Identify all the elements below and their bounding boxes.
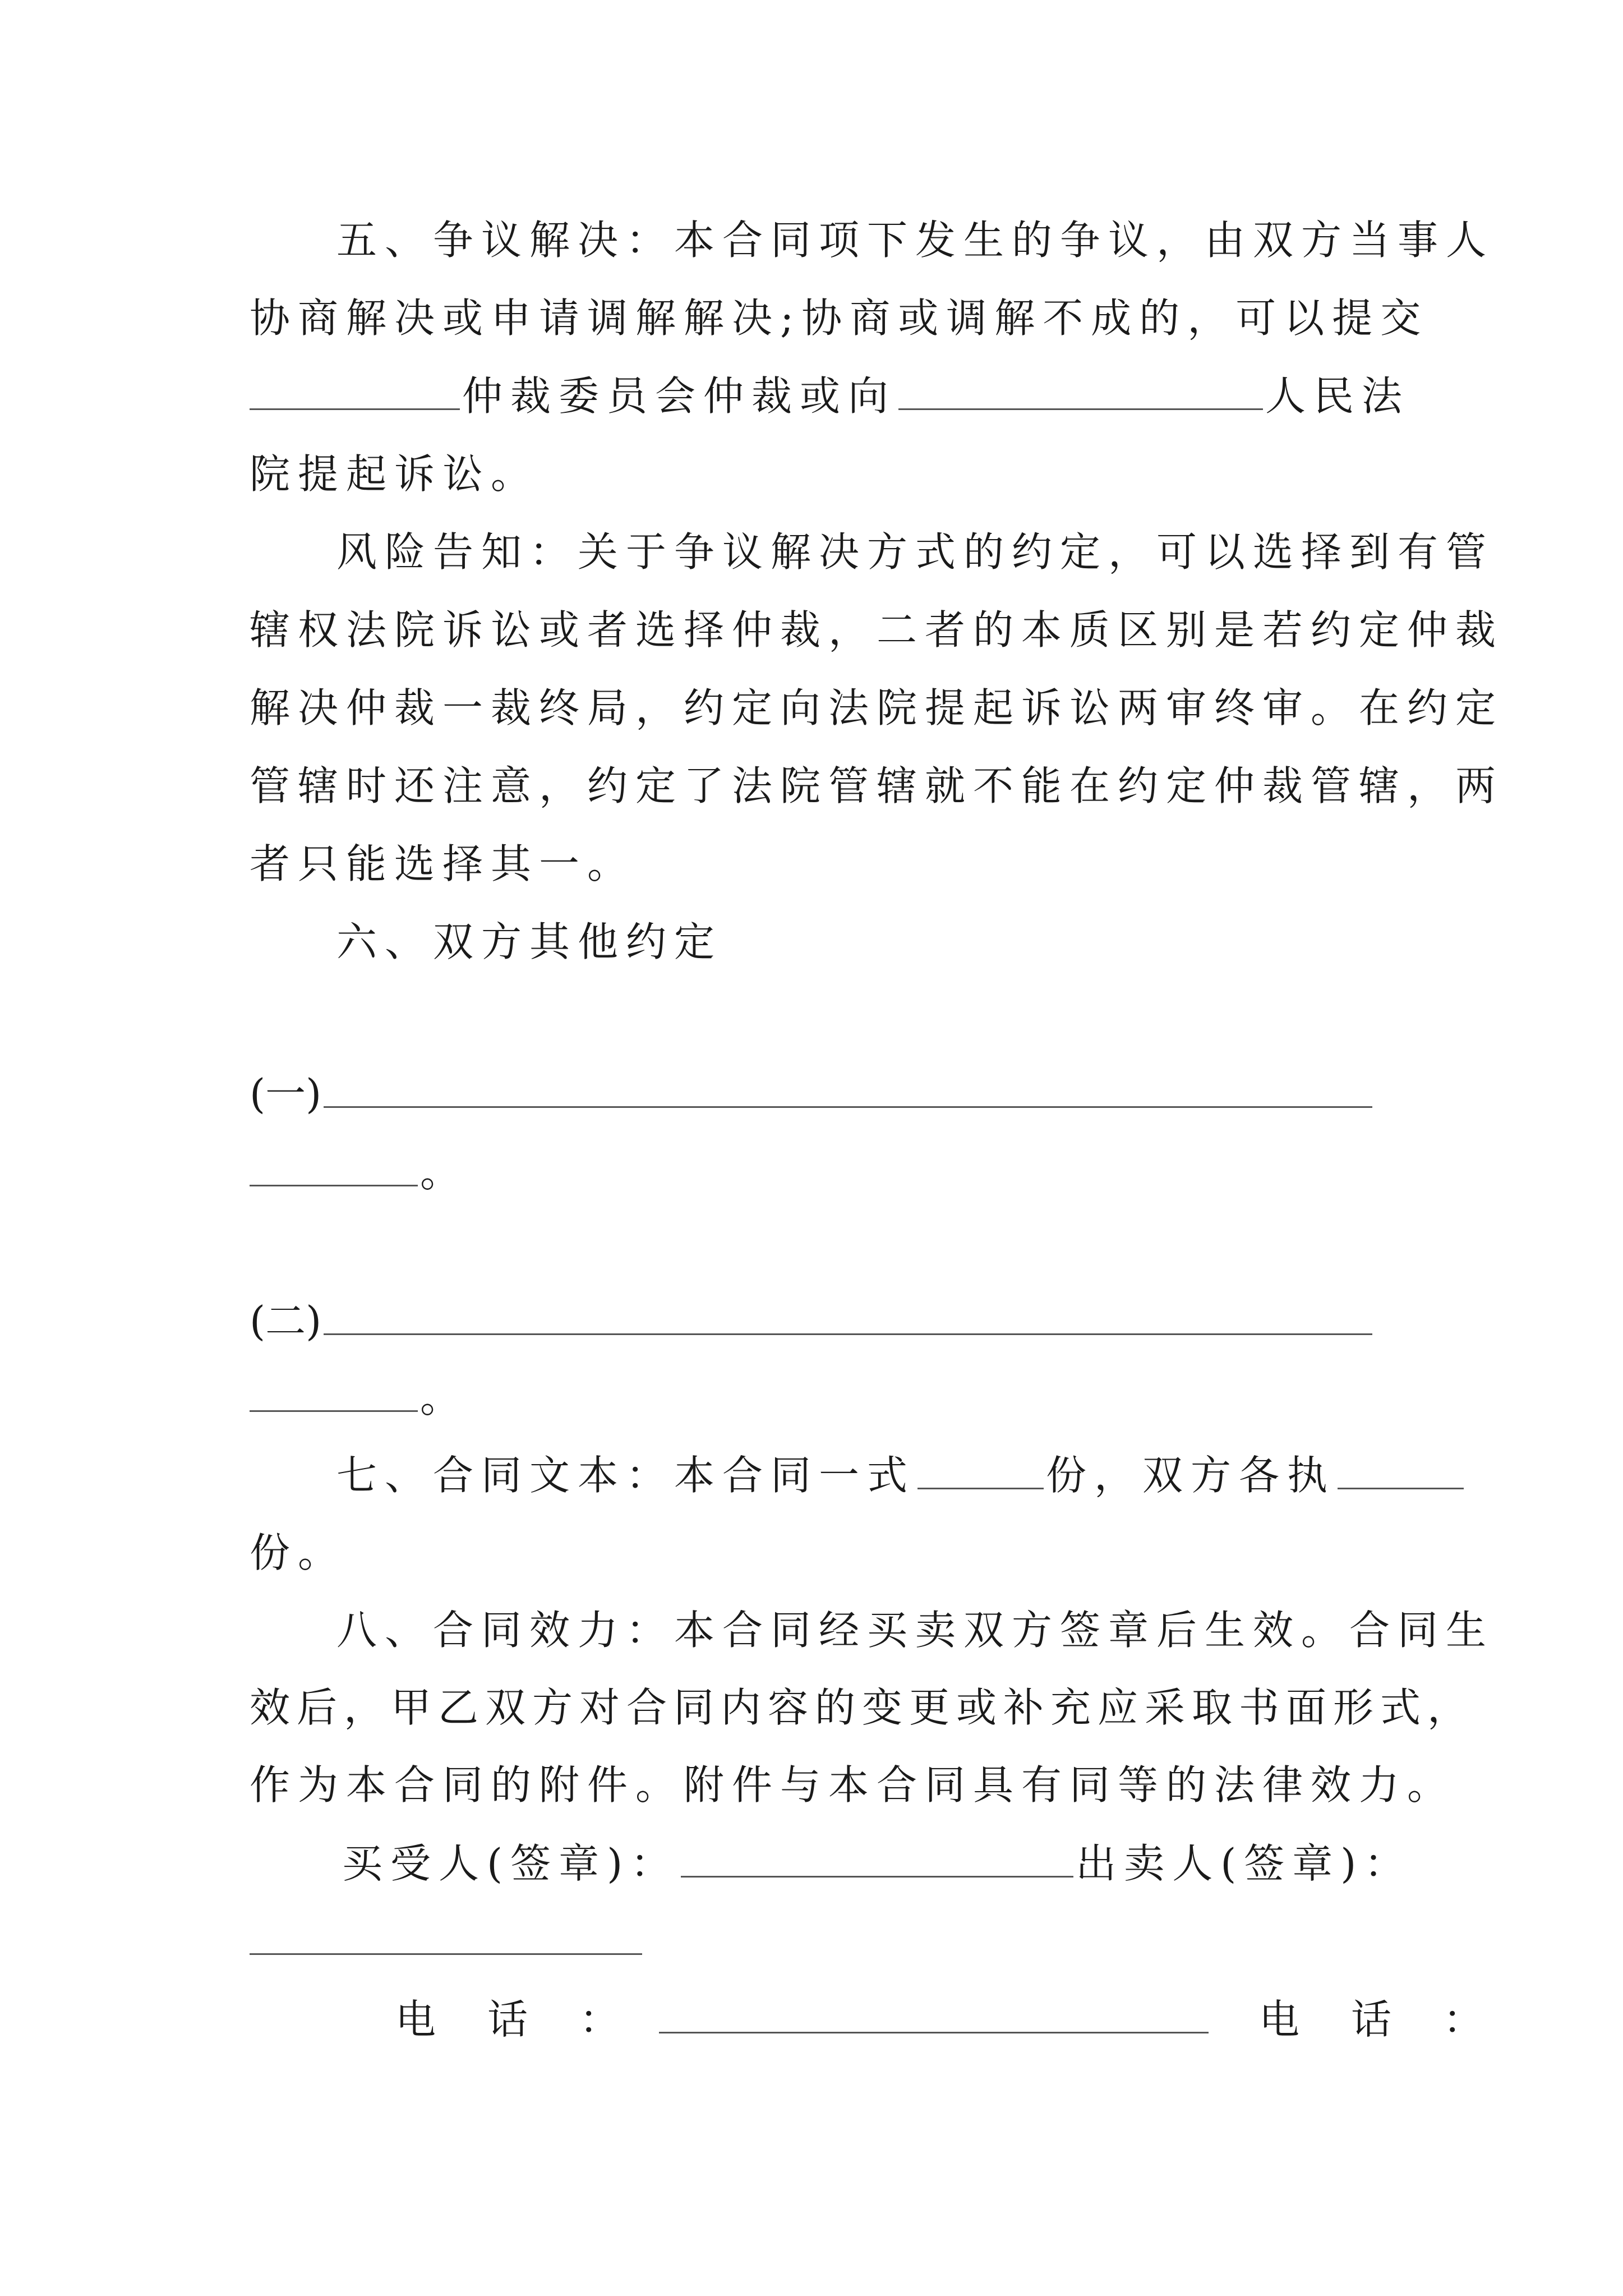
risk-line4 [250, 752, 1504, 820]
section5-line4 [250, 440, 1388, 508]
item2-label: (二) [250, 1297, 322, 1345]
seller-signature-label: 出卖人(签章)： [1076, 1840, 1413, 1887]
section5-text-3-end: 人民法 [1265, 372, 1410, 420]
item1-blank[interactable] [324, 1073, 1372, 1108]
copies-each-blank[interactable] [1338, 1454, 1464, 1489]
section6-item1 [250, 1060, 1388, 1128]
section8-text-3: 作为本合同的附件。附件与本合同具有同等的法律效力。 [250, 1761, 1456, 1809]
buyer-signature-blank[interactable] [681, 1842, 1073, 1878]
item1-end: 。 [420, 1149, 461, 1196]
section7-line2 [250, 1519, 1388, 1586]
section6-item2 [250, 1287, 1388, 1355]
risk-text-5: 者只能选择其一。 [250, 840, 636, 887]
risk-text-4: 管辖时还注意，约定了法院管辖就不能在约定仲裁管辖，两 [250, 762, 1504, 809]
section5-line1 [250, 206, 1495, 274]
risk-line1 [250, 518, 1495, 586]
section5-line2 [250, 284, 1429, 352]
seller-phone-label: 电 话 ： [1259, 1996, 1490, 2043]
section8-text-2: 效后，甲乙双方对合同内容的变更或补充应采取书面形式， [250, 1684, 1475, 1731]
buyer-signature-label: 买受人(签章)： [342, 1840, 679, 1887]
section6-item1-cont [250, 1139, 1388, 1206]
risk-text-3: 解决仲裁一裁终局，约定向法院提起诉讼两审终审。在约定 [250, 684, 1504, 731]
section7-mid: 份，双方各执 [1046, 1452, 1336, 1499]
risk-line2 [250, 596, 1504, 664]
section7-prefix: 七、合同文本：本合同一式 [336, 1452, 916, 1499]
section8-text-1: 八、合同效力：本合同经买卖双方签章后生效。合同生 [336, 1607, 1495, 1654]
section7-line1 [250, 1442, 1388, 1509]
copies-total-blank[interactable] [917, 1454, 1044, 1489]
risk-text-1: 风险告知：关于争议解决方式的约定，可以选择到有管 [336, 528, 1495, 576]
item2-cont-blank[interactable] [250, 1377, 418, 1412]
item1-label: (一) [250, 1070, 322, 1117]
section8-line2 [250, 1674, 1475, 1741]
section5-text-4: 院提起诉讼。 [250, 450, 540, 498]
phone-line [250, 1986, 1490, 2053]
risk-text-2: 辖权法院诉讼或者选择仲裁，二者的本质区别是若约定仲裁 [250, 606, 1504, 654]
buyer-phone-label: 电 话 ： [395, 1996, 626, 2043]
signature-line [250, 1830, 1413, 1897]
court-name-blank[interactable] [898, 375, 1263, 410]
section5-line3 [250, 362, 1410, 430]
seller-signature-blank[interactable] [250, 1952, 642, 1955]
section5-text-3-mid: 仲裁委员会仲裁或向 [462, 372, 897, 420]
section8-line3 [250, 1751, 1456, 1819]
section7-text-2: 份。 [250, 1529, 347, 1576]
buyer-phone-blank[interactable] [659, 1998, 1209, 2033]
item2-end: 。 [420, 1374, 461, 1421]
arbitration-commission-blank[interactable] [250, 375, 460, 410]
section6-title [250, 908, 1388, 976]
section6-title-text: 六、双方其他约定 [336, 918, 723, 965]
risk-line5 [250, 830, 1388, 898]
item2-blank[interactable] [324, 1300, 1372, 1335]
section6-item2-cont [250, 1364, 1388, 1432]
section8-line1 [250, 1596, 1495, 1664]
risk-line3 [250, 674, 1504, 742]
section5-text-1: 五、争议解决：本合同项下发生的争议，由双方当事人 [336, 217, 1495, 264]
section5-text-2: 协商解决或申请调解解决;协商或调解不成的，可以提交 [250, 295, 1429, 342]
item1-cont-blank[interactable] [250, 1151, 418, 1186]
